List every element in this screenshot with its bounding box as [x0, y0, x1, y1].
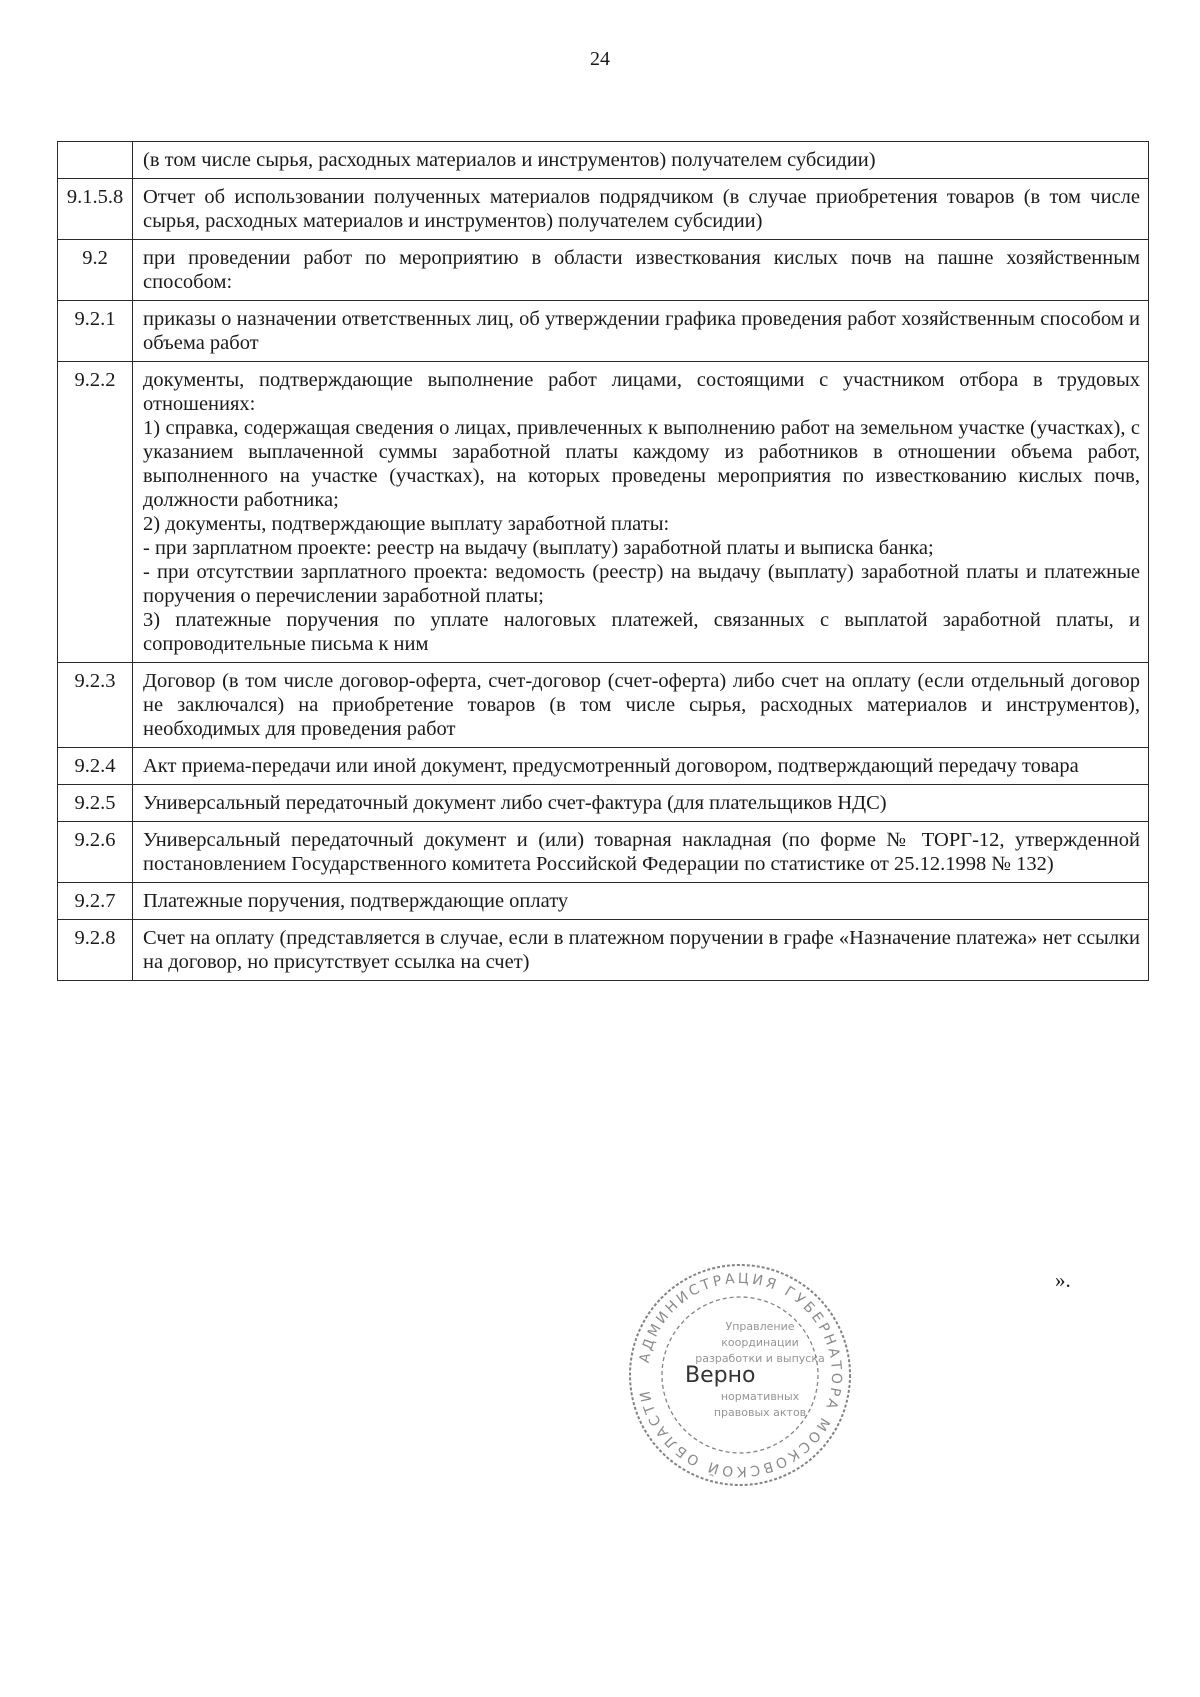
description-line: Договор (в том числе договор-оферта, счет-договор (счет-оферта) либо счет на оплату (если отдельный договор не заключался) на приобретение товаров (в том числе сырья, расходных материалов и инструментов), необходимых для проведения работ	[143, 670, 1140, 740]
description-line: 3) платежные поручения по уплате налоговых платежей, связанных с выплатой заработной платы, и сопроводительные письма к ним	[143, 609, 1140, 655]
row-description	[133, 748, 1149, 785]
description-line: - при зарплатном проекте: реестр на выдачу (выплату) заработной платы и выписка банка;	[143, 537, 934, 559]
row-number: 9.2.3	[58, 663, 133, 748]
row-description	[133, 822, 1149, 883]
table-row	[58, 240, 1149, 301]
row-description	[133, 142, 1149, 179]
description-line: Счет на оплату (представляется в случае, если в платежном поручении в графе «Назначение платежа» нет ссылки на договор, но присутствует ссылка на счет)	[143, 927, 1140, 973]
row-number: 9.1.5.8	[58, 179, 133, 240]
stamp-ring-text: АДМИНИСТРАЦИЯ ГУБЕРНАТОРА МОСКОВСКОЙ ОБЛАСТИ	[636, 1270, 845, 1480]
description-line: (в том числе сырья, расходных материалов и инструментов) получателем субсидии)	[143, 149, 876, 171]
description-line: документы, подтверждающие выполнение работ лицами, состоящими с участником отбора в трудовых отношениях:	[143, 369, 1140, 415]
row-number: 9.2.4	[58, 748, 133, 785]
description-line: при проведении работ по мероприятию в области известкования кислых почв на пашне хозяйственным способом:	[143, 247, 1140, 293]
row-number: 9.2.8	[58, 920, 133, 981]
page-number: 24	[590, 48, 610, 70]
table-row	[58, 362, 1149, 663]
description-line: Акт приема-передачи или иной документ, предусмотренный договором, подтверждающий передачу товара	[143, 755, 1079, 777]
certification-stamp	[625, 1260, 855, 1490]
row-description	[133, 240, 1149, 301]
table-row	[58, 920, 1149, 981]
row-number: 9.2.1	[58, 301, 133, 362]
stamp-inner-line: нормативных	[720, 1390, 800, 1403]
row-description	[133, 920, 1149, 981]
documents-table	[57, 141, 1149, 981]
row-description	[133, 301, 1149, 362]
table-row	[58, 663, 1149, 748]
stamp-center-word: Верно	[685, 1363, 756, 1388]
description-line: Универсальный передаточный документ и (или) товарная накладная (по форме № ТОРГ-12, утвержденной постановлением Государственного комитета Российской Федерации по статистике от 25.12.1998 № 132)	[143, 829, 1140, 875]
row-number	[58, 142, 133, 179]
row-number: 9.2	[58, 240, 133, 301]
table-row	[58, 748, 1149, 785]
table-row	[58, 179, 1149, 240]
stamp-inner-line: разработки и выпуска	[695, 1352, 825, 1365]
row-description	[133, 179, 1149, 240]
closing-quote-mark: ».	[1055, 1268, 1071, 1292]
row-description	[133, 785, 1149, 822]
description-line: приказы о назначении ответственных лиц, об утверждении графика проведения работ хозяйственным способом и объема работ	[143, 308, 1140, 354]
table-row	[58, 785, 1149, 822]
table-row	[58, 822, 1149, 883]
description-line: Платежные поручения, подтверждающие оплату	[143, 890, 569, 912]
description-line: Универсальный передаточный документ либо счет-фактура (для плательщиков НДС)	[143, 792, 887, 814]
description-line: - при отсутствии зарплатного проекта: ведомость (реестр) на выдачу (выплату) заработной платы и платежные поручения о перечислении заработной платы;	[143, 561, 1140, 607]
row-number: 9.2.2	[58, 362, 133, 663]
table-row	[58, 883, 1149, 920]
row-description	[133, 883, 1149, 920]
table-row	[58, 142, 1149, 179]
row-description	[133, 362, 1149, 663]
description-line: Отчет об использовании полученных материалов подрядчиком (в случае приобретения товаров (в том числе сырья, расходных материалов и инструментов) получателем субсидии)	[143, 186, 1140, 232]
description-line: 1) справка, содержащая сведения о лицах, привлеченных к выполнению работ на земельном участке (участках), с указанием выплаченной суммы заработной платы каждому из работников в отношении объема работ, выполненного на участке (участках), на которых проведены мероприятия по известкованию кислых почв, должности работника;	[143, 417, 1140, 511]
row-number: 9.2.7	[58, 883, 133, 920]
stamp-inner-line: Управление	[725, 1320, 795, 1333]
row-description	[133, 663, 1149, 748]
table-row	[58, 301, 1149, 362]
row-number: 9.2.5	[58, 785, 133, 822]
stamp-inner-line: правовых актов	[713, 1406, 807, 1419]
documents-table-body	[58, 142, 1149, 981]
description-line: 2) документы, подтверждающие выплату заработной платы:	[143, 513, 670, 535]
row-number: 9.2.6	[58, 822, 133, 883]
stamp-inner-line: координации	[721, 1336, 799, 1349]
